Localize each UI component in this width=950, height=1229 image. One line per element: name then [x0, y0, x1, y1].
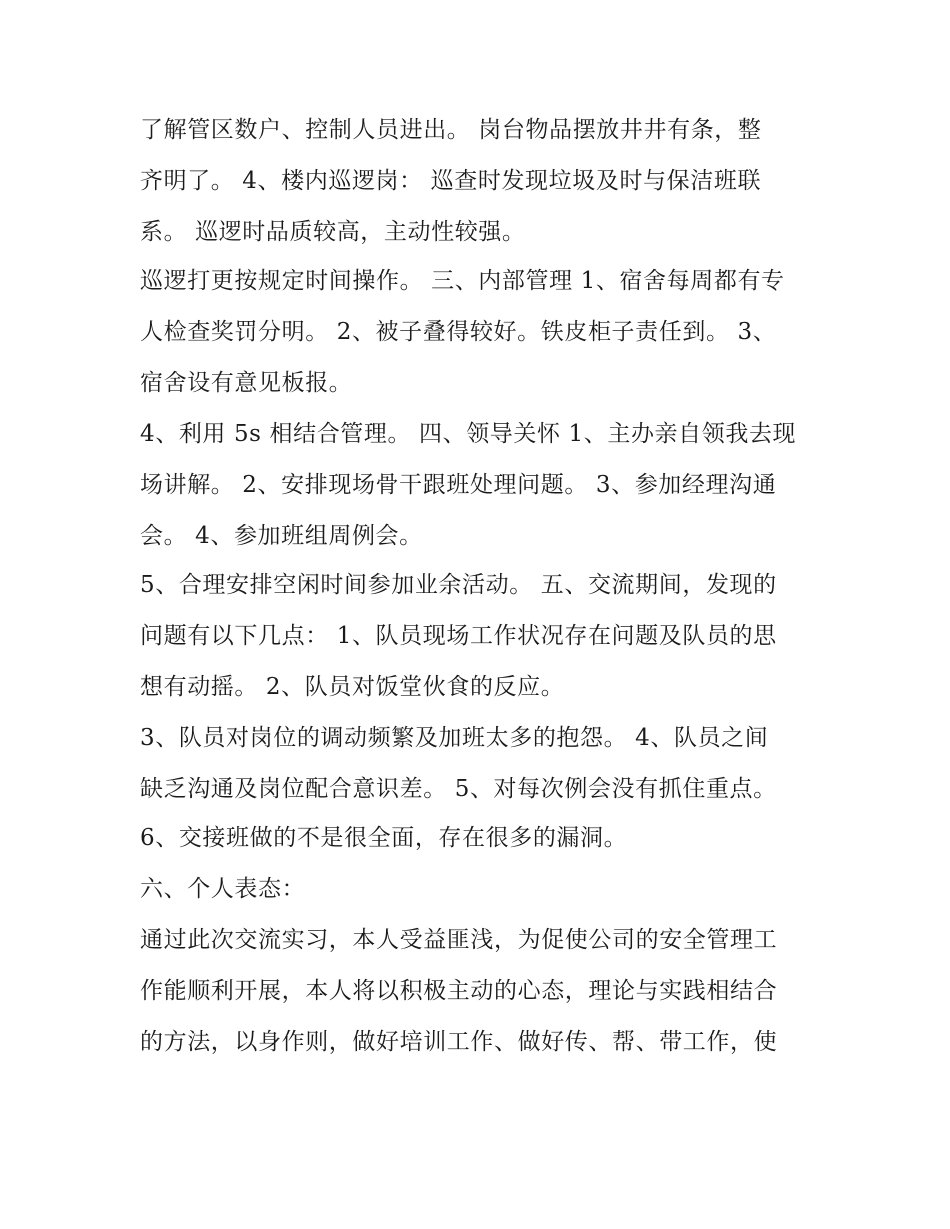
text-line: 会。 4、参加班组周例会。 — [140, 523, 423, 549]
text-line: 4、利用 5s 相结合管理。 四、领导关怀 1、主办亲自领我去现 — [140, 421, 797, 447]
text-line: 作能顺利开展，本人将以积极主动的心态，理论与实践相结合 — [140, 978, 778, 1004]
section-heading: 六、个人表态： — [140, 876, 306, 902]
text-line: 问题有以下几点： 1、队员现场工作状况存在问题及队员的思 — [140, 623, 777, 649]
text-line: 宿舍设有意见板报。 — [140, 370, 353, 396]
text-line: 通过此次交流实习，本人受益匪浅，为促使公司的安全管理工 — [140, 927, 778, 953]
text-line: 人检查奖罚分明。 2、被子叠得较好。铁皮柜子责任到。 3、 — [140, 319, 777, 345]
text-line: 缺乏沟通及岗位配合意识差。 5、对每次例会没有抓住重点。 — [140, 776, 777, 802]
text-line: 3、队员对岗位的调动频繁及加班太多的抱怨。 4、队员之间 — [140, 725, 769, 751]
text-line: 系。 巡逻时品质较高，主动性较强。 — [140, 219, 526, 245]
text-line: 巡逻打更按规定时间操作。 三、内部管理 1、宿舍每周都有专 — [140, 268, 785, 294]
text-line: 了解管区数户、控制人员进出。 岗台物品摆放井井有条，整 — [140, 117, 762, 143]
text-line: 5、合理安排空闲时间参加业余活动。 五、交流期间，发现的 — [140, 572, 777, 598]
text-line: 场讲解。 2、安排现场骨干跟班处理问题。 3、参加经理沟通 — [140, 472, 777, 498]
text-line: 想有动摇。 2、队员对饭堂伙食的反应。 — [140, 674, 565, 700]
text-line: 的方法，以身作则，做好培训工作、做好传、帮、带工作，使 — [140, 1029, 778, 1055]
text-line: 6、交接班做的不是很全面，存在很多的漏洞。 — [140, 825, 628, 851]
text-line: 齐明了。 4、楼内巡逻岗： 巡查时发现垃圾及时与保洁班联 — [140, 168, 762, 194]
